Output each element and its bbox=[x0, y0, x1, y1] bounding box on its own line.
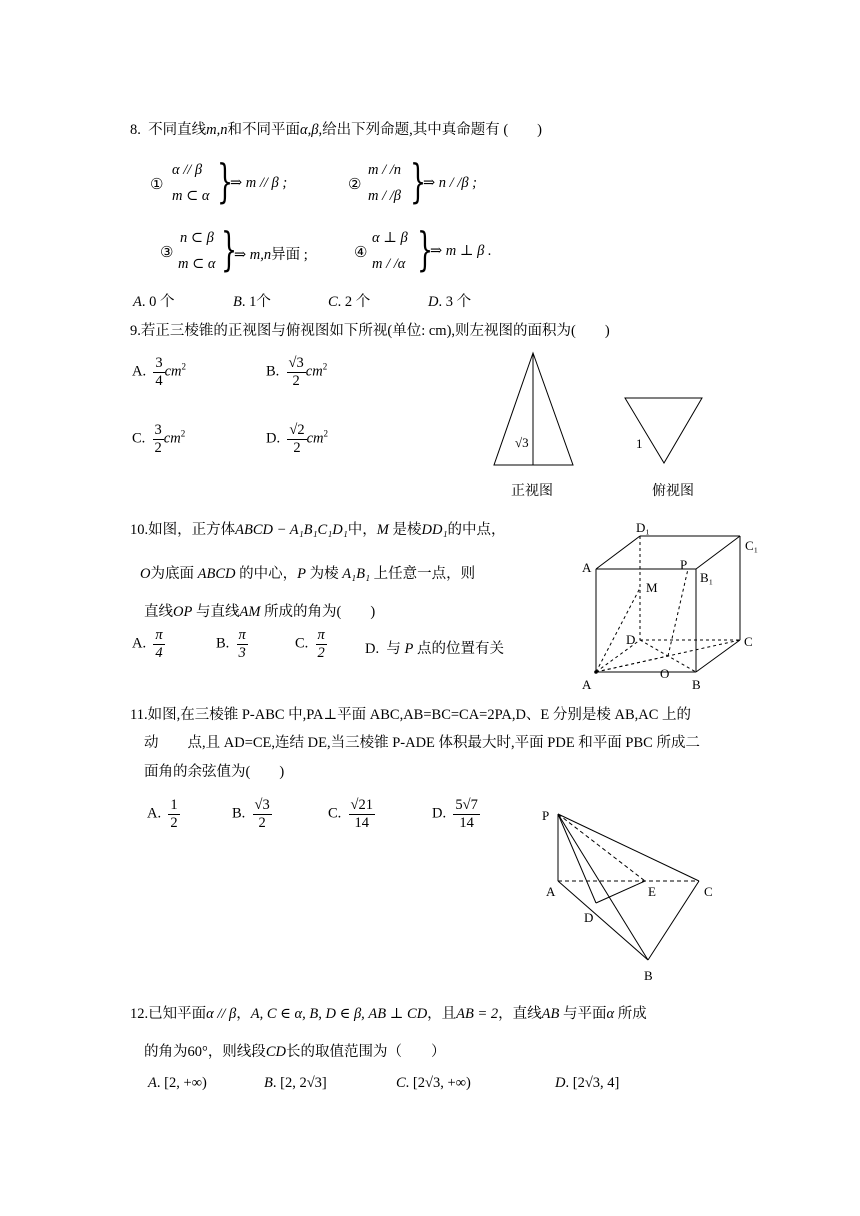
q10-text-2a: O bbox=[140, 566, 151, 582]
q10-text-2c: ABCD bbox=[197, 566, 236, 582]
q9-option-b-exp: 2 bbox=[322, 361, 328, 372]
q10-label-o: O bbox=[660, 666, 670, 681]
q10-text-1g: 的中点， bbox=[447, 522, 506, 538]
q11-option-d[interactable] bbox=[432, 797, 480, 831]
q11-option-d-label: D. bbox=[432, 805, 447, 822]
q11-option-a-num: 1 bbox=[170, 797, 178, 813]
q9-option-a-unit: cm bbox=[164, 363, 182, 380]
q8-prop-1-result: ⇒ m // β ; bbox=[230, 175, 288, 191]
q10-text-3a: 直线 bbox=[144, 604, 173, 620]
q10-option-c-fraction bbox=[316, 627, 327, 661]
q9-front-view-caption: 正视图 bbox=[511, 484, 553, 499]
q10-line3 bbox=[144, 600, 375, 621]
q9-option-d-label: D. bbox=[266, 430, 281, 447]
q8-option-c-text: . 2 个 bbox=[337, 294, 371, 310]
q10-text-2h: 上任意一点，则 bbox=[373, 566, 476, 582]
q10-option-b-den: 3 bbox=[238, 644, 246, 661]
q11-option-b-num: √3 bbox=[254, 797, 270, 813]
q10-cube-figure bbox=[578, 522, 768, 694]
q10-option-d-text-c: 点的位置有关 bbox=[416, 641, 504, 657]
q11-option-d-den: 14 bbox=[459, 814, 474, 831]
q10-text-1e: 是棱 bbox=[392, 522, 422, 538]
q9-option-d-den: 2 bbox=[293, 439, 301, 456]
q12-option-d-label: D bbox=[555, 1075, 566, 1091]
q10-option-c-den: 2 bbox=[317, 644, 325, 661]
q10-text-2g: A₁B₁ bbox=[342, 566, 370, 582]
q8-stem-text-1: 不同直线 bbox=[148, 122, 207, 138]
q8-option-c[interactable] bbox=[328, 290, 370, 311]
q11-option-c-den: 14 bbox=[354, 814, 370, 831]
q12-text-2c: ，则线段 bbox=[207, 1044, 266, 1060]
q9-option-b-fraction bbox=[287, 355, 306, 389]
q9-option-c-den: 2 bbox=[154, 439, 162, 456]
q9-option-d-unit: cm bbox=[306, 430, 324, 447]
q10-label-p: P bbox=[680, 557, 688, 572]
q11-label-a: A bbox=[546, 884, 556, 899]
q11-label-c: C bbox=[704, 884, 713, 899]
q9-top-side-label: 1 bbox=[636, 436, 643, 451]
q10-option-b-fraction bbox=[237, 627, 248, 661]
q9-option-b-num: √3 bbox=[288, 355, 304, 371]
q12-text-1e: ，且 bbox=[427, 1006, 457, 1022]
q8-option-d[interactable] bbox=[428, 290, 471, 311]
q10-label-d: D bbox=[626, 632, 636, 647]
q8-prop-3-result-b: 异面 ; bbox=[271, 247, 308, 263]
q9-option-a-label: A. bbox=[132, 363, 147, 380]
q8-answer-paren: ( ) bbox=[503, 122, 542, 138]
q12-option-b-label: B bbox=[264, 1075, 273, 1091]
q8-prop-4-marker: ④ bbox=[354, 245, 368, 261]
q11-option-a[interactable] bbox=[147, 797, 180, 831]
q9-top-view-caption: 俯视图 bbox=[652, 484, 694, 499]
q8-prop-2-brace: } bbox=[410, 154, 427, 208]
q8-stem-text-3: ,给出下列命题,其中真命题有 bbox=[318, 122, 500, 138]
q9-option-c-unit: cm bbox=[163, 430, 181, 447]
q11-option-c[interactable] bbox=[328, 797, 375, 831]
q10-option-a-num: π bbox=[155, 627, 163, 643]
q10-option-b[interactable] bbox=[216, 627, 248, 661]
q8-option-c-label: C bbox=[328, 294, 338, 310]
q8-prop-2-line1: m / /n bbox=[368, 162, 402, 178]
q11-option-b-label: B. bbox=[232, 805, 246, 822]
q12-text-2a: 的角为 bbox=[144, 1044, 188, 1060]
q8-option-b[interactable] bbox=[233, 290, 271, 311]
q10-option-a[interactable] bbox=[132, 627, 165, 661]
q10-option-d[interactable] bbox=[365, 637, 504, 658]
q11-option-b-den: 2 bbox=[258, 814, 266, 831]
q10-text-1a: 10.如图，正方体 bbox=[130, 522, 236, 538]
q9-option-d-num: √2 bbox=[289, 422, 305, 438]
q9-option-b[interactable] bbox=[266, 355, 327, 389]
q8-prop-2-line2: m / /β bbox=[368, 188, 402, 204]
q12-text-1b: α // β bbox=[206, 1006, 237, 1022]
q12-text-1d: A, C ∈ α, B, D ∈ β, AB ⊥ CD bbox=[250, 1006, 428, 1022]
q12-text-1a: 12.已知平面 bbox=[130, 1006, 207, 1022]
q10-text-3c: 与直线 bbox=[195, 604, 240, 620]
q8-option-b-text: . 1个 bbox=[241, 294, 271, 310]
q12-option-d[interactable] bbox=[555, 1075, 619, 1092]
q8-prop-1-brace: } bbox=[217, 154, 234, 208]
q10-text-2b: 为底面 bbox=[150, 566, 194, 582]
q9-option-d-fraction bbox=[287, 422, 306, 456]
q9-option-a[interactable] bbox=[132, 355, 186, 389]
q12-text-2d: CD bbox=[265, 1044, 286, 1060]
q10-label-c: C bbox=[744, 634, 753, 649]
q8-stem bbox=[130, 118, 542, 139]
q10-text-3b: OP bbox=[173, 604, 193, 620]
q11-option-b-fraction bbox=[253, 797, 272, 831]
q10-option-d-label: D. bbox=[365, 641, 380, 657]
q11-pyramid-figure bbox=[536, 800, 726, 990]
q9-option-a-exp: 2 bbox=[181, 361, 187, 372]
q11-option-a-label: A. bbox=[147, 805, 162, 822]
q12-option-a-label: A bbox=[148, 1075, 157, 1091]
q12-line1 bbox=[130, 1002, 647, 1023]
q10-option-b-num: π bbox=[238, 627, 246, 643]
q9-front-height-label: √3 bbox=[515, 435, 529, 450]
q12-option-d-text: . [2√3, 4] bbox=[565, 1075, 620, 1091]
q9-option-d[interactable] bbox=[266, 422, 328, 456]
q11-line1: 11.如图,在三棱锥 P-ABC 中,PA⊥平面 ABC,AB=BC=CA=2PA,D、E 分别是棱 AB,AC 上的 bbox=[130, 707, 692, 723]
q10-text-1c: 中， bbox=[347, 522, 377, 538]
q11-line2: 动 点,且 AD=CE,连结 DE,当三棱锥 P-ADE 体积最大时,平面 PDE 和平面 PBC 所成二 bbox=[144, 735, 700, 751]
q10-text-2d: 的中心， bbox=[239, 566, 298, 582]
q10-option-d-text-a: 与 bbox=[386, 641, 401, 657]
q8-prop-3-brace: } bbox=[221, 222, 238, 276]
q9-option-c-fraction bbox=[153, 422, 164, 456]
q8-prop-1-line1: α // β bbox=[172, 162, 203, 178]
q9-option-d-exp: 2 bbox=[323, 428, 328, 439]
q11-line3: 面角的余弦值为( ) bbox=[144, 764, 285, 780]
q11-label-b: B bbox=[644, 968, 653, 983]
q10-text-3e: 所成的角为( ) bbox=[264, 604, 376, 620]
q8-number: 8. bbox=[130, 122, 141, 138]
q10-option-d-text-b: P bbox=[404, 641, 414, 657]
q9-option-c-exp: 2 bbox=[180, 428, 186, 439]
q10-option-a-fraction bbox=[153, 627, 164, 661]
q10-text-2e: P bbox=[297, 566, 306, 582]
q10-label-b1: B₁ bbox=[700, 570, 714, 585]
q10-label-c1: C₁ bbox=[745, 538, 759, 553]
q10-label-a1: A bbox=[582, 560, 592, 575]
q9-figures bbox=[480, 345, 730, 505]
q8-stem-mn: m,n bbox=[206, 122, 228, 138]
q8-option-d-label: D bbox=[428, 294, 439, 310]
q12-text-1i: 与平面 bbox=[563, 1006, 607, 1022]
q10-text-1d: M bbox=[376, 522, 389, 538]
q10-label-m: M bbox=[646, 580, 658, 595]
q10-line2 bbox=[140, 562, 475, 583]
q12-option-b-text: . [2, 2√3] bbox=[272, 1075, 327, 1091]
q12-text-1c: ， bbox=[236, 1006, 251, 1022]
q8-option-a-label: A bbox=[133, 294, 142, 310]
q10-text-1b: ABCD − A₁B₁C₁D₁ bbox=[235, 522, 348, 538]
q8-prop-4-line2: m / /α bbox=[372, 256, 406, 272]
q8-prop-1-line2: m ⊂ α bbox=[172, 188, 210, 204]
q10-line1 bbox=[130, 518, 505, 539]
q10-option-c-num: π bbox=[317, 627, 325, 643]
q9-option-a-num: 3 bbox=[155, 355, 163, 371]
q8-prop-3-result-a: ⇒ m,n bbox=[234, 247, 272, 263]
q8-prop-3-marker: ③ bbox=[160, 245, 174, 261]
q10-label-d1: D₁ bbox=[636, 522, 650, 535]
q10-option-b-label: B. bbox=[216, 635, 230, 652]
q12-option-c-text: . [2√3, +∞) bbox=[405, 1075, 471, 1091]
q8-option-d-text: . 3 个 bbox=[438, 294, 472, 310]
q11-label-d: D bbox=[584, 910, 594, 925]
q11-option-a-den: 2 bbox=[170, 814, 178, 831]
q8-prop-2-marker: ② bbox=[348, 177, 362, 193]
q12-text-1h: AB bbox=[541, 1006, 560, 1022]
q9-option-b-unit: cm bbox=[305, 363, 323, 380]
q10-label-b: B bbox=[692, 677, 701, 692]
q9-option-a-den: 4 bbox=[155, 372, 163, 389]
q9-option-c-num: 3 bbox=[154, 422, 162, 438]
q8-prop-2-result: ⇒ n / /β ; bbox=[423, 175, 478, 191]
q12-option-c-label: C bbox=[396, 1075, 406, 1091]
q8-option-a[interactable] bbox=[133, 290, 174, 311]
q12-text-2e: 长的取值范围为（ ） bbox=[285, 1044, 446, 1060]
q11-label-e: E bbox=[648, 884, 656, 899]
q9-stem: 9.若正三棱锥的正视图与俯视图如下所视(单位: cm),则左视图的面积为( ) bbox=[130, 323, 610, 339]
q8-prop-3-line1: n ⊂ β bbox=[180, 230, 214, 246]
q10-label-a: A bbox=[582, 677, 592, 692]
q8-prop-3-line2: m ⊂ α bbox=[178, 256, 216, 272]
q10-option-a-label: A. bbox=[132, 635, 147, 652]
q12-option-a[interactable] bbox=[148, 1075, 207, 1092]
q10-text-2f: 为棱 bbox=[309, 566, 339, 582]
q12-text-1g: ，直线 bbox=[498, 1006, 542, 1022]
q12-option-c[interactable] bbox=[396, 1075, 471, 1092]
q11-label-p: P bbox=[542, 808, 550, 823]
q11-option-c-num: √21 bbox=[350, 797, 374, 813]
q10-text-3d: AM bbox=[239, 604, 261, 620]
q9-option-b-den: 2 bbox=[292, 372, 300, 389]
q9-option-b-label: B. bbox=[266, 363, 280, 380]
q12-option-b[interactable] bbox=[264, 1075, 327, 1092]
q9-top-view-triangle bbox=[625, 398, 702, 463]
q9-option-c-label: C. bbox=[132, 430, 146, 447]
q8-prop-1-marker: ① bbox=[150, 177, 164, 193]
q12-text-1f: AB = 2 bbox=[456, 1006, 499, 1022]
q12-text-2b: 60° bbox=[187, 1044, 208, 1060]
q11-option-d-fraction bbox=[453, 797, 479, 831]
q8-stem-text-2: 和不同平面 bbox=[227, 122, 300, 138]
q10-option-a-den: 4 bbox=[155, 644, 163, 661]
q10-option-c-label: C. bbox=[295, 635, 309, 652]
q11-option-b[interactable] bbox=[232, 797, 272, 831]
q8-prop-4-result: ⇒ m ⊥ β . bbox=[430, 243, 492, 259]
q11-option-d-num: 5√7 bbox=[455, 797, 478, 813]
q8-prop-3-result bbox=[234, 243, 308, 264]
q12-text-1j: α bbox=[606, 1006, 615, 1022]
q9-option-a-fraction bbox=[153, 355, 164, 389]
q10-option-c[interactable] bbox=[295, 627, 327, 661]
q11-option-c-fraction bbox=[349, 797, 375, 831]
q8-prop-4-brace: } bbox=[417, 222, 434, 276]
q9-option-c[interactable] bbox=[132, 422, 185, 456]
q8-option-a-text: . 0 个 bbox=[141, 294, 175, 310]
q12-text-1k: 所成 bbox=[617, 1006, 647, 1022]
q10-text-1f: DD₁ bbox=[421, 522, 448, 538]
q8-prop-4-line1: α ⊥ β bbox=[372, 230, 408, 246]
q8-option-b-label: B bbox=[233, 294, 242, 310]
q12-option-a-text: . [2, +∞) bbox=[156, 1075, 207, 1091]
q8-stem-ab: α,β bbox=[299, 122, 319, 138]
q11-option-c-label: C. bbox=[328, 805, 342, 822]
q12-line2 bbox=[144, 1040, 445, 1061]
q11-option-a-fraction bbox=[168, 797, 179, 831]
